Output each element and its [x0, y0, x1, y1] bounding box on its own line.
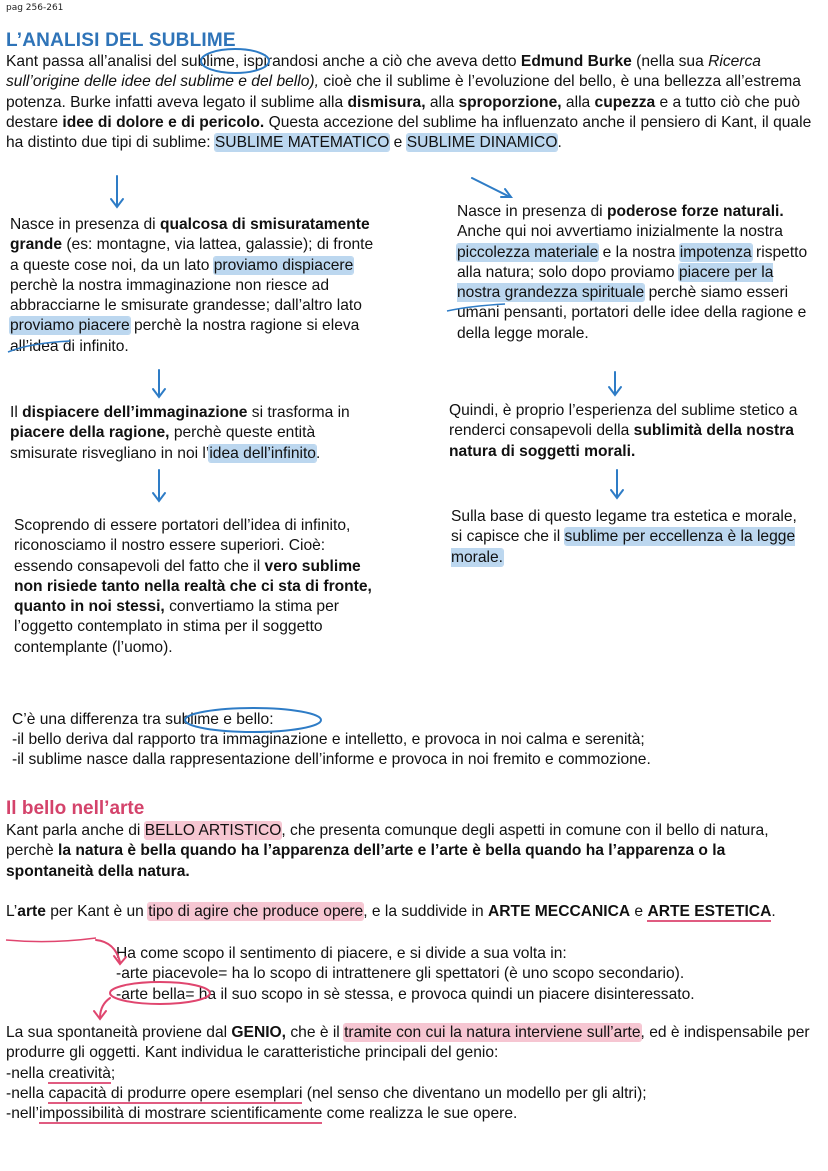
arrow-down-icon: [609, 372, 621, 395]
difference-bello: -il bello deriva dal rapporto tra immaginazione e intelletto, e provoca in noi calma e serenità;: [12, 731, 645, 748]
right-col-p3: Sulla base di questo legame tra estetica e morale, si capisce che il sublime per eccellenza è la legge morale.: [451, 508, 797, 566]
page-reference: pag 256-261: [6, 3, 64, 13]
arrow-down-icon: [94, 998, 110, 1019]
left-col-p3: Scoprendo di essere portatori dell’idea di infinito, riconosciamo il nostro essere superiori. Cioè: essendo consapevoli del fatto che il vero sublime non risiede tanto nella realtà che ci sta di fronte, quanto in noi stessi, convertiamo la stima per l’oggetto contemplato in stima per il soggetto contemplante (l’uomo).: [14, 517, 372, 656]
bello-artistico-paragraph: Kant parla anche di BELLO ARTISTICO, che presenta comunque degli aspetti in comune con il bello di natura, perchè la natura è bella quando ha l’apparenza dell’arte e l’arte è bella quando ha l’apparenza o la spontaneità della natura.: [6, 822, 769, 880]
right-col-p1: Nasce in presenza di poderose forze naturali. Anche qui noi avvertiamo inizialmente la nostra piccolezza materiale e la nostra impotenza rispetto alla natura; solo dopo proviamo piacere per la nostra grandezza spirituale perchè siamo esseri umani pensanti, portatori delle idee della ragione e della legge morale.: [457, 203, 808, 342]
arrow-down-icon: [153, 370, 165, 397]
left-col-p2: Il dispiacere dell’immaginazione si trasforma in piacere della ragione, perchè queste entità smisurate risvegliano in noi l’idea dell’infinito.: [10, 404, 350, 462]
difference-sublime: -il sublime nasce dalla rappresentazione dell’informe e provoca in noi fremito e commozione.: [12, 751, 651, 768]
arrow-diagonal-icon: [472, 178, 511, 197]
arte-bella-circled: -arte bella: [116, 986, 186, 1003]
section-title-bello-arte: Il bello nell’arte: [6, 798, 145, 819]
genio-list-3: -nell’impossibilità di mostrare scientificamente come realizza le sue opere.: [6, 1105, 518, 1122]
pen-stroke-decoration: [6, 938, 96, 942]
left-col-p1: Nasce in presenza di qualcosa di smisuratamente grande (es: montagne, via lattea, galassie); di fronte a queste cose noi, da un lato proviamo dispiacere perchè la nostra immaginazione non riesce ad abbracciarne le smisurate grandesse; dall’altro lato proviamo piacere perchè la nostra ragione si eleva all’idea di infinito.: [10, 216, 374, 355]
arrow-down-icon: [153, 470, 165, 501]
arte-estetica-line-2: -arte piacevole= ha lo scopo di intrattenere gli spettatori (è uno scopo secondario).: [116, 965, 685, 982]
genio-list-2: -nella capacità di produrre opere esemplari (nel senso che diventano un modello per gli altri);: [6, 1085, 647, 1102]
arrow-down-icon: [111, 176, 123, 207]
genio-list-1: -nella creatività;: [6, 1065, 116, 1082]
arte-estetica-line-1: Ha come scopo il sentimento di piacere, e si divide a sua volta in:: [116, 945, 567, 962]
arrow-down-icon: [611, 470, 623, 498]
sublime-matematico-label: SUBLIME MATEMATICO: [214, 134, 390, 152]
sublime-dinamico-label: SUBLIME DINAMICO: [406, 134, 558, 152]
sublime-e-bello-circled: sublime e bello: [165, 711, 270, 728]
right-col-p2: Quindi, è proprio l’esperienza del sublime stetico a renderci consapevoli della sublimità della nostra natura di soggetti morali.: [449, 402, 798, 460]
section-title-sublime: L’ANALISI DEL SUBLIME: [6, 30, 236, 51]
genio-paragraph: La sua spontaneità proviene dal GENIO, che è il tramite con cui la natura interviene sull’arte, ed è indispensabile per produrre gli oggetti. Kant individua le caratteristiche principali del genio:: [6, 1024, 810, 1062]
intro-paragraph: Kant passa all’analisi del sublime, ispirandosi anche a ciò che aveva detto Edmund Burke (nella sua Ricerca sull’origine delle idee del sublime e del bello), cioè che il sublime è l’evoluzione del bello, è una bellezza all’estrema potenza. Burke infatti aveva legato il sublime alla dismisura, alla sproporzione, alla cupezza e a tutto ciò che può destare idee di dolore e di pericolo. Questa accezione del sublime ha influenzato anche il pensiero di Kant, il quale ha distinto due tipi di sublime: SUBLIME MATEMATICO e SUBLIME DINAMICO.: [6, 53, 812, 152]
difference-intro: C’è una differenza tra sublime e bello:: [12, 711, 274, 728]
arte-paragraph: L’arte per Kant è un tipo di agire che produce opere, e la suddivide in ARTE MECCANICA e ARTE ESTETICA.: [6, 903, 776, 920]
sublime-circled: sublime: [181, 53, 235, 70]
arte-estetica-line-3: -arte bella= ha il suo scopo in sè stessa, e provoca quindi un piacere disinteressato.: [116, 986, 695, 1003]
